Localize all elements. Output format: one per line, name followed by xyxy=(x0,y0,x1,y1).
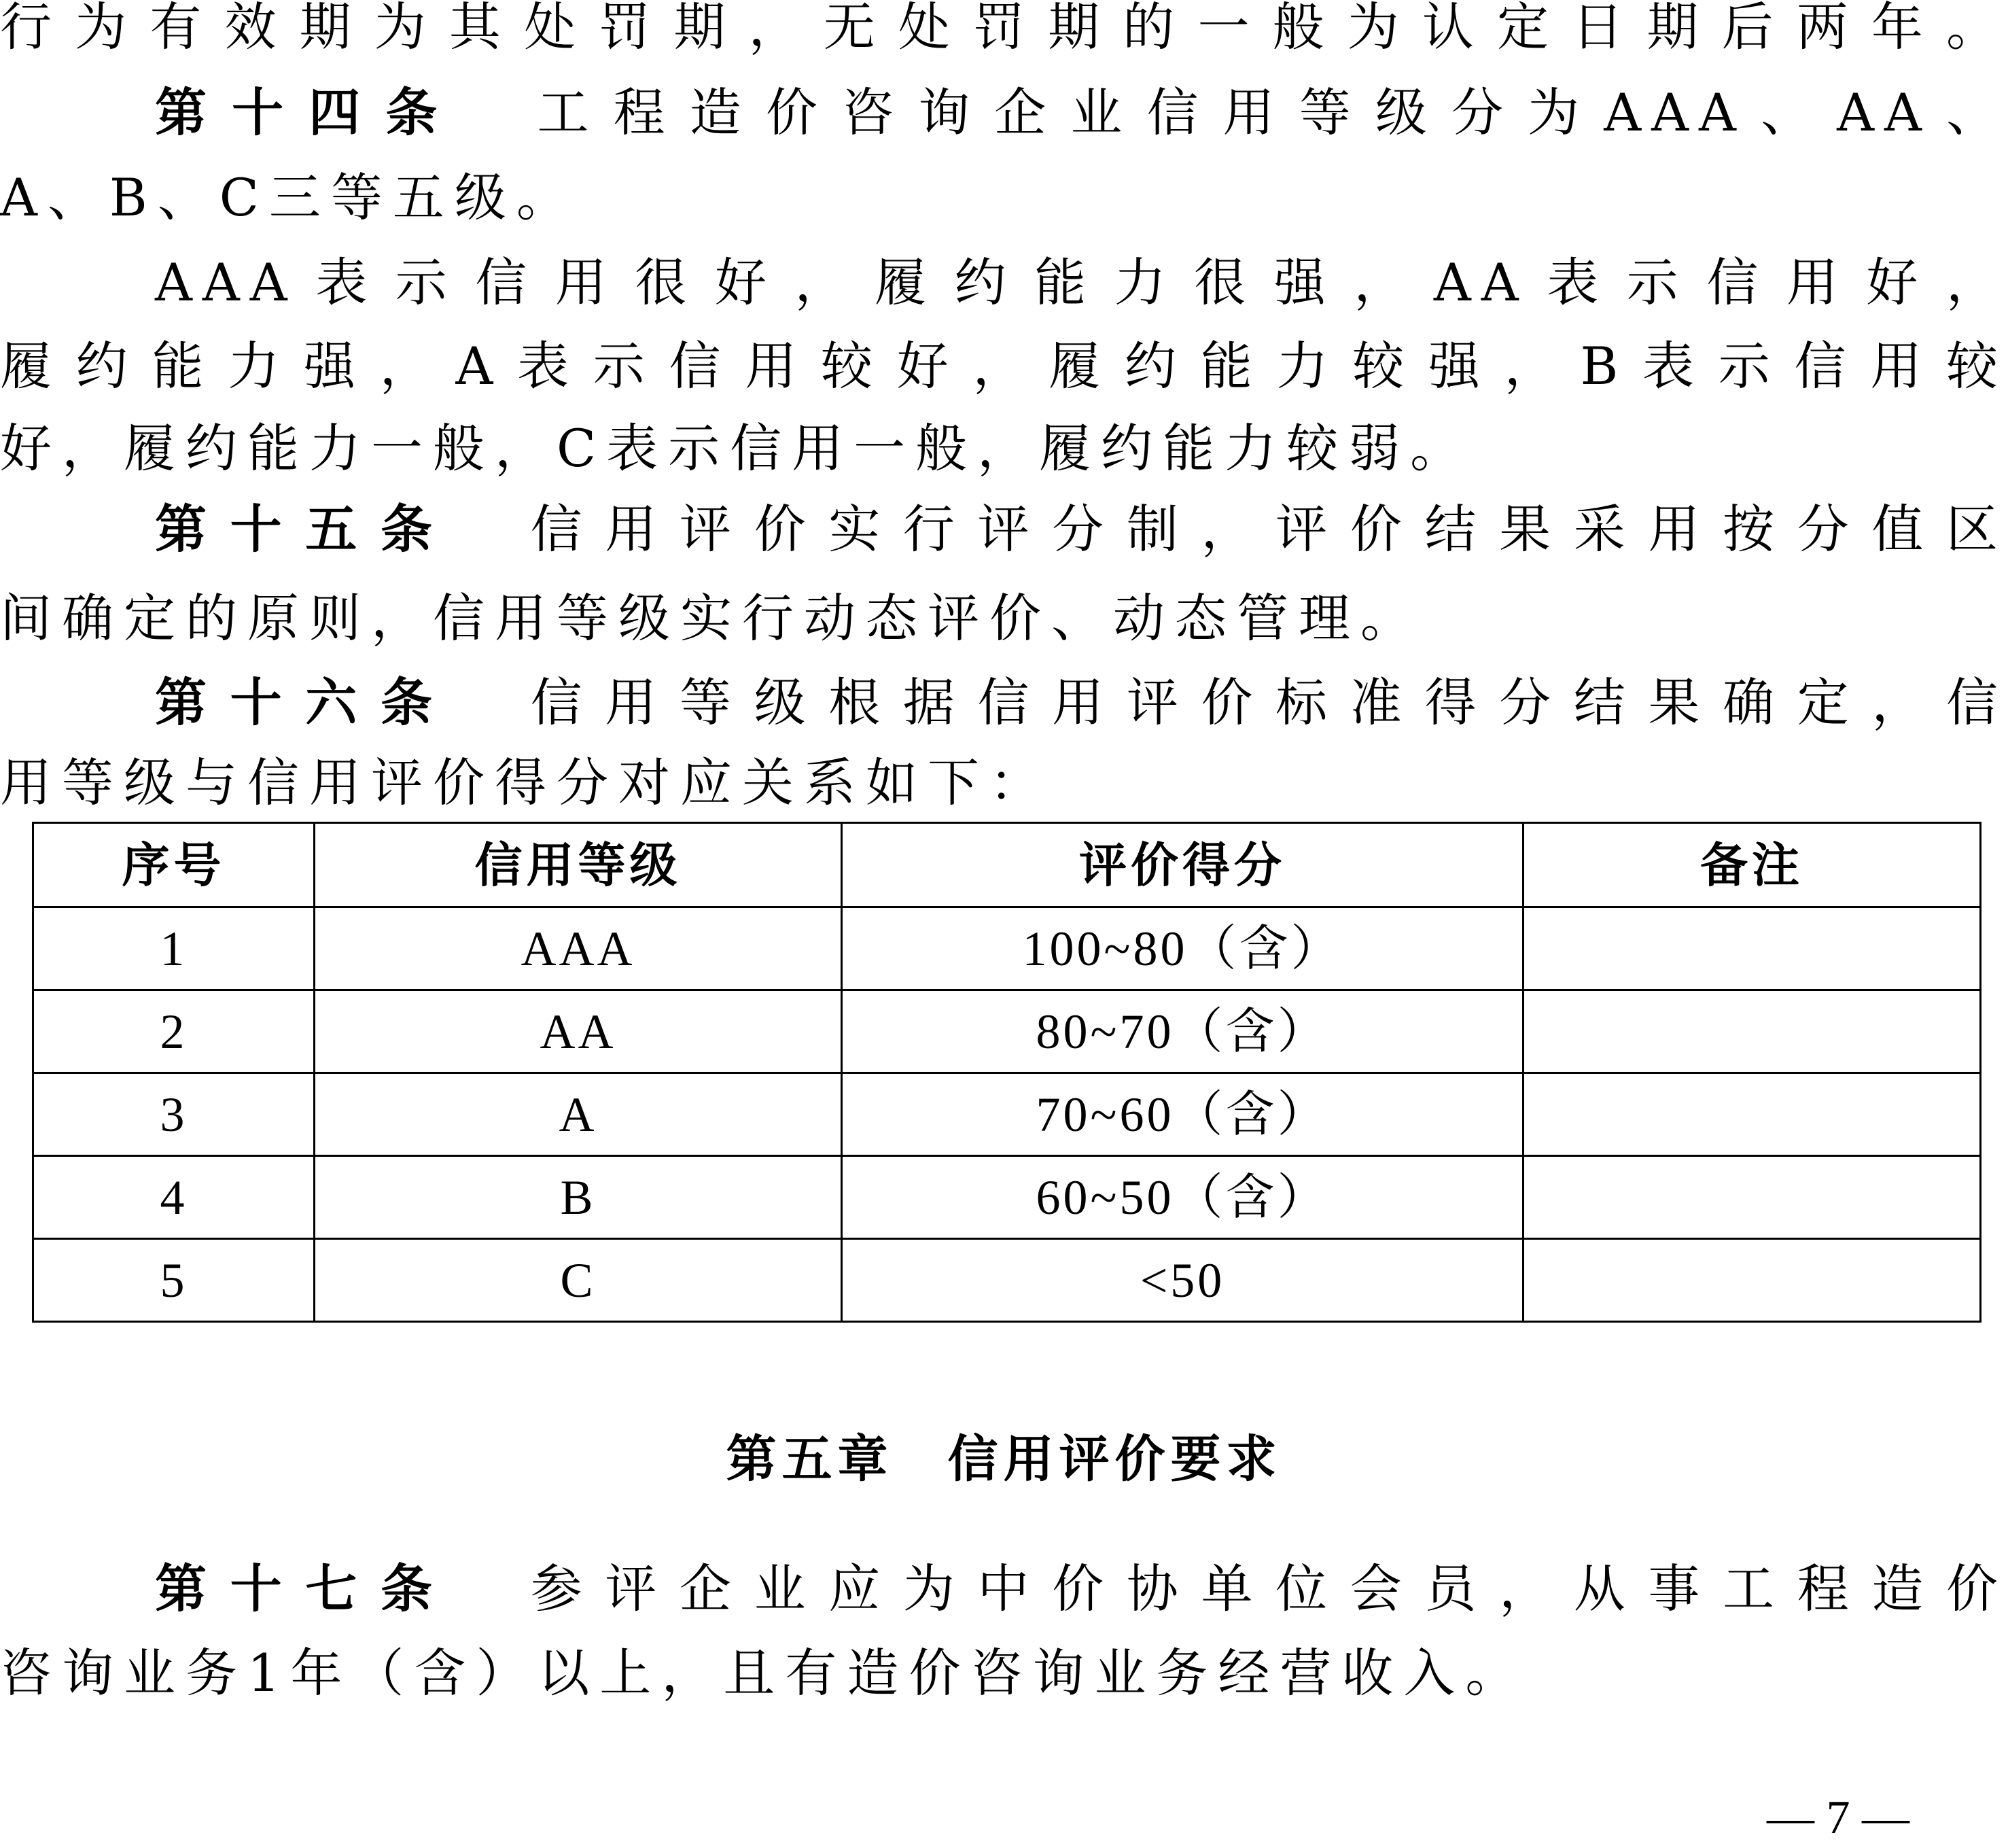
chapter-number: 第五章 xyxy=(726,1430,894,1488)
table-cell xyxy=(1523,1156,1981,1239)
table-cell: 1 xyxy=(33,907,315,990)
article-title: 第十四条 xyxy=(155,82,463,143)
column-header: 信用等级 xyxy=(315,823,842,907)
table-cell: A xyxy=(315,1073,842,1156)
table-row xyxy=(33,1239,1981,1322)
table-cell: B xyxy=(315,1156,842,1239)
column-header: 备注 xyxy=(1523,823,1981,907)
table-row xyxy=(33,1156,1981,1239)
column-header: 评价得分 xyxy=(842,823,1523,907)
article-16 xyxy=(155,672,2008,733)
text-line: 用等级与信用评价得分对应关系如下： xyxy=(0,752,1051,813)
table-cell: C xyxy=(315,1239,842,1322)
table-cell xyxy=(1523,1073,1981,1156)
table-cell: 70~60（含） xyxy=(842,1073,1523,1156)
table-cell: 5 xyxy=(33,1239,315,1322)
table-row xyxy=(33,990,1981,1073)
table-cell: AA xyxy=(315,990,842,1073)
table-cell: AAA xyxy=(315,907,842,990)
table-cell xyxy=(1523,1239,1981,1322)
table-cell xyxy=(1523,907,1981,990)
article-14 xyxy=(155,82,2008,143)
table-cell xyxy=(1523,990,1981,1073)
article-title: 第十五条 xyxy=(155,499,456,559)
article-text: 参评企业应为中价协单位会员，从事工程造价 xyxy=(530,1558,2008,1619)
table-cell: 80~70（含） xyxy=(842,990,1523,1073)
page-number: — 7 — xyxy=(1767,1792,1909,1844)
table-cell: 3 xyxy=(33,1073,315,1156)
chapter-heading xyxy=(0,1430,2008,1488)
table-header-row xyxy=(33,823,1981,907)
text-line: 咨询业务1年（含）以上，且有造价咨询业务经营收入。 xyxy=(0,1643,1528,1703)
column-header: 序号 xyxy=(33,823,315,907)
text-line: 履约能力强，A表示信用较好，履约能力较强，B表示信用较 xyxy=(0,336,2008,396)
table-row xyxy=(33,1073,1981,1156)
table-cell: 4 xyxy=(33,1156,315,1239)
text-line: A、B、C三等五级。 xyxy=(0,167,578,228)
table-cell: 100~80（含） xyxy=(842,907,1523,990)
article-title: 第十七条 xyxy=(155,1558,456,1619)
text-line: 好，履约能力一般，C表示信用一般，履约能力较弱。 xyxy=(0,418,1473,478)
article-text: 信用等级根据信用评价标准得分结果确定，信 xyxy=(530,672,2008,733)
table-cell: <50 xyxy=(842,1239,1523,1322)
table-cell: 60~50（含） xyxy=(842,1156,1523,1239)
text-line: AAA表示信用很好，履约能力很强，AA表示信用好， xyxy=(155,252,2008,313)
article-text: 工程造价咨询企业信用等级分为AAA、AA、 xyxy=(537,82,2008,143)
article-text: 信用评价实行评分制，评价结果采用按分值区 xyxy=(530,499,2008,559)
text-line: 间确定的原则，信用等级实行动态评价、动态管理。 xyxy=(0,588,1422,648)
table-cell: 2 xyxy=(33,990,315,1073)
chapter-title: 信用评价要求 xyxy=(947,1430,1282,1488)
article-title: 第十六条 xyxy=(155,672,456,733)
article-15 xyxy=(155,499,2008,559)
article-17 xyxy=(155,1558,2008,1619)
credit-grade-table xyxy=(32,822,1981,1323)
table-row xyxy=(33,907,1981,990)
text-line: 行为有效期为其处罚期，无处罚期的一般为认定日期后两年。 xyxy=(0,0,2008,57)
